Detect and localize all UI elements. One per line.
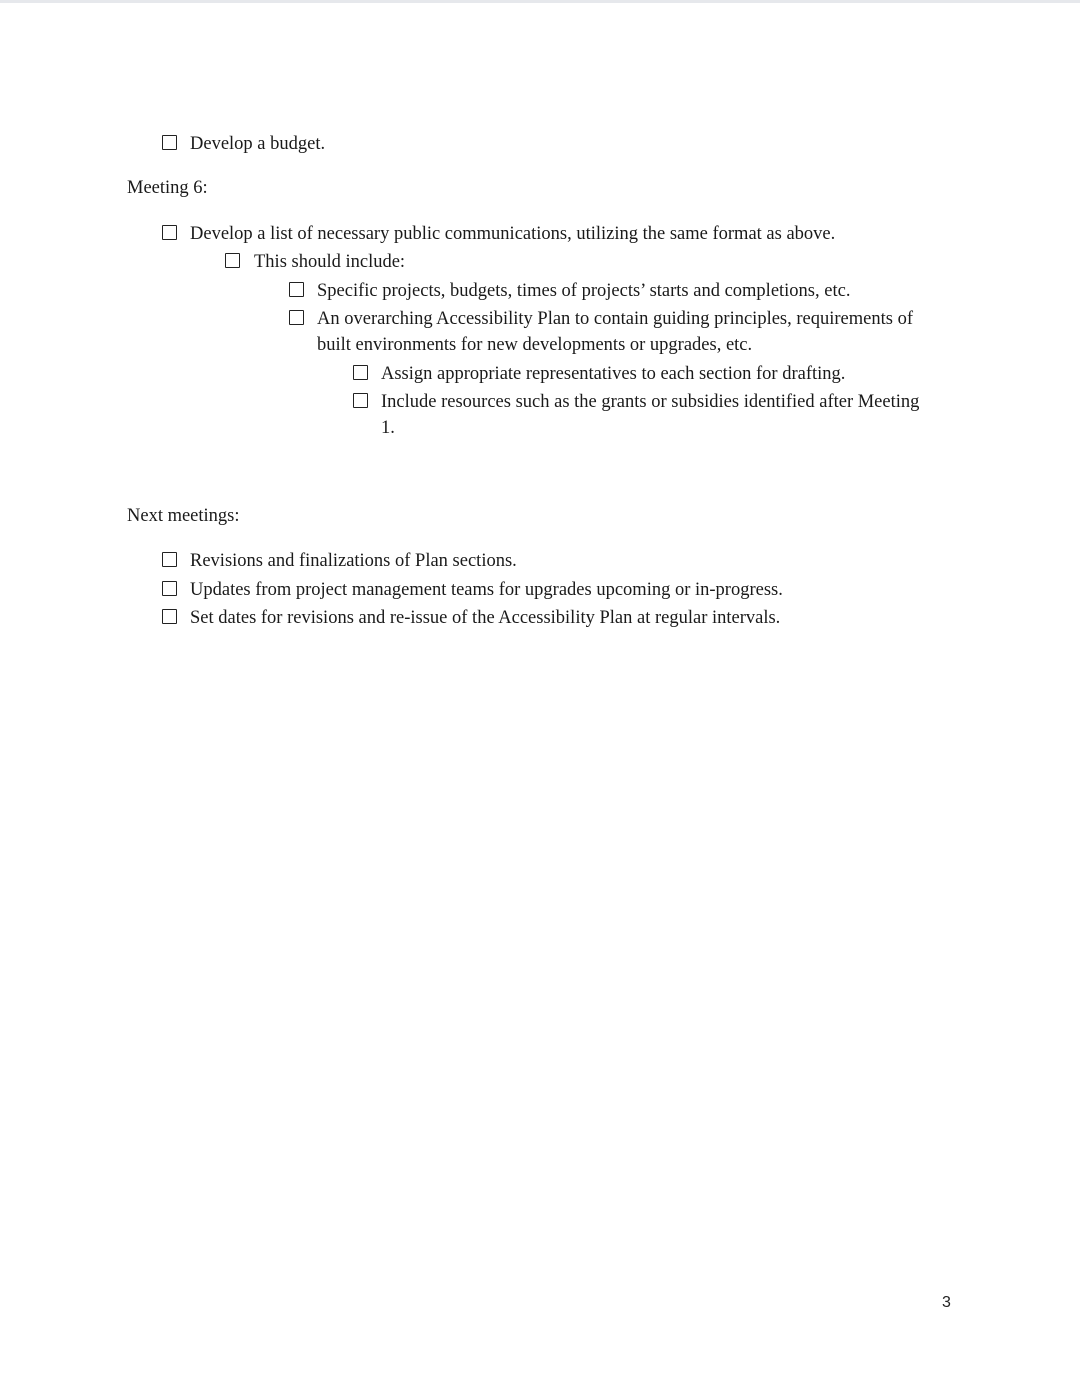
checkbox[interactable] — [353, 393, 368, 408]
checklist-item-revisions — [162, 548, 962, 574]
checklist-item-develop-budget — [162, 131, 962, 157]
checklist-item-should-include — [225, 249, 925, 275]
checklist-item-public-communications — [162, 221, 962, 247]
checklist-item-label: This should include: — [254, 252, 406, 272]
checklist-item-assign-representatives — [353, 361, 973, 387]
checkbox[interactable] — [162, 609, 177, 624]
checkbox[interactable] — [225, 253, 240, 268]
checklist-item-label: An overarching Accessibility Plan to contain guiding principles, requirements of — [317, 309, 913, 329]
checklist-item-label: Include resources such as the grants or subsidies identified after Meeting — [381, 392, 920, 412]
checkbox[interactable] — [162, 225, 177, 240]
checkbox[interactable] — [162, 135, 177, 150]
checklist-item-set-dates — [162, 605, 962, 631]
checklist-item-label: Assign appropriate representatives to each section for drafting. — [381, 364, 846, 384]
checklist-item-label: Set dates for revisions and re-issue of the Accessibility Plan at regular intervals. — [190, 608, 781, 628]
page-number: 3 — [942, 1294, 951, 1311]
checklist-item-label: Specific projects, budgets, times of projects’ starts and completions, etc. — [317, 281, 851, 301]
checkbox[interactable] — [289, 282, 304, 297]
checklist-item-label-continuation: 1. — [381, 418, 395, 438]
checklist-item-specific-projects — [289, 278, 969, 304]
section-heading-next-meetings: Next meetings: — [127, 506, 240, 526]
checkbox[interactable] — [353, 365, 368, 380]
section-heading-meeting-6: Meeting 6: — [127, 178, 208, 198]
checkbox[interactable] — [289, 310, 304, 325]
checkbox[interactable] — [162, 581, 177, 596]
checklist-item-updates — [162, 577, 962, 603]
checklist-item-label: Develop a budget. — [190, 134, 326, 154]
checkbox[interactable] — [162, 552, 177, 567]
checklist-item-label: Develop a list of necessary public communications, utilizing the same format as above. — [190, 224, 836, 244]
checklist-item-include-resources — [353, 389, 973, 443]
checklist-item-label-continuation: built environments for new developments or upgrades, etc. — [317, 335, 753, 355]
checklist-item-accessibility-plan — [289, 306, 969, 360]
checklist-item-label: Updates from project management teams for upgrades upcoming or in-progress. — [190, 580, 783, 600]
checklist-item-label: Revisions and finalizations of Plan sections. — [190, 551, 517, 571]
